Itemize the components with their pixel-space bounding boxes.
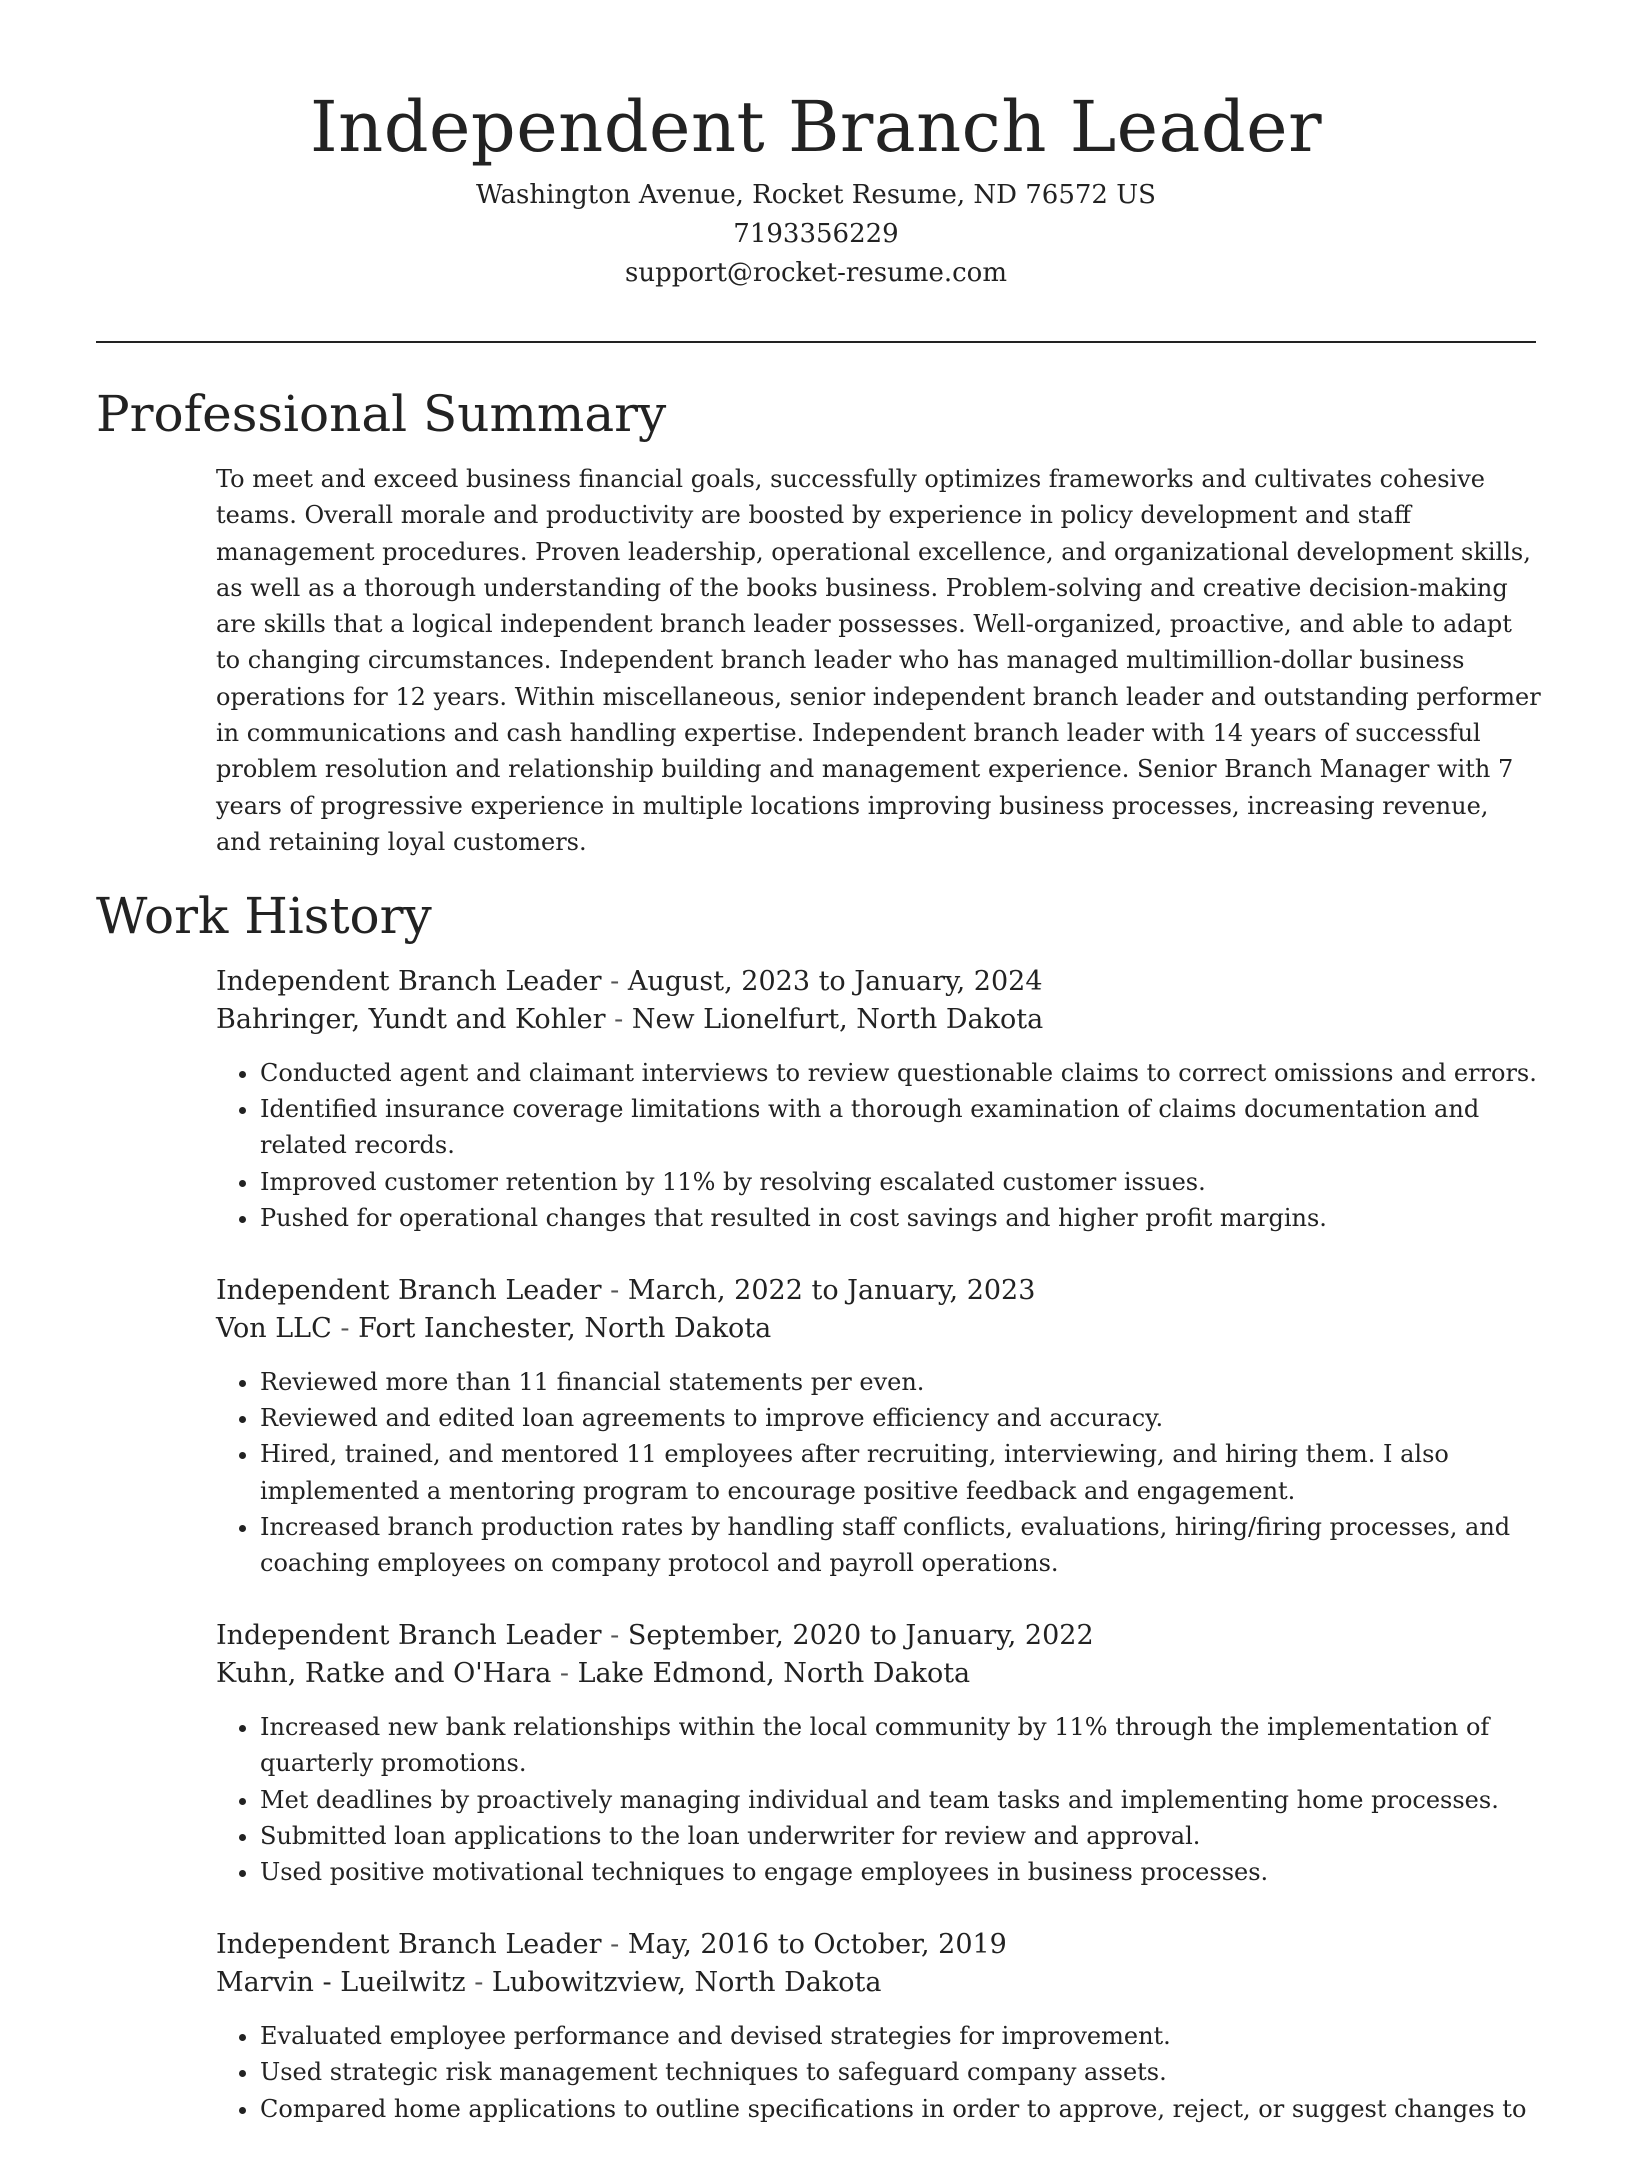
phone-line: 7193356229 xyxy=(733,219,899,249)
summary-heading: Professional Summary xyxy=(96,385,667,443)
job-title-line xyxy=(216,1272,1546,1310)
employer-name: Von LLC xyxy=(216,1313,332,1345)
job-location: Fort Ianchester, North Dakota xyxy=(358,1313,772,1345)
job-dates: September, 2020 to January, 2022 xyxy=(627,1620,1094,1652)
bullet-item: • Hired, trained, and mentored 11 employees after recruiting, interviewing, and hiring them. I also implemented a mentoring program to encourage positive feedback and engagement. xyxy=(260,1436,1546,1508)
job-bullets xyxy=(216,1364,1546,1581)
job-location: New Lionelfurt, North Dakota xyxy=(631,1004,1044,1035)
job-dates: August, 2023 to January, 2024 xyxy=(627,966,1043,997)
job-location: Lubowitzview, North Dakota xyxy=(491,1967,882,1999)
bullet-item: • Submitted loan applications to the loan underwriter for review and approval. xyxy=(260,1818,1546,1854)
separator: - xyxy=(601,1620,628,1652)
employer-name: Marvin - Lueilwitz xyxy=(216,1967,466,1999)
job-title: Independent Branch Leader xyxy=(216,1275,602,1307)
resume-header xyxy=(0,0,1632,293)
employer-line xyxy=(216,1310,1546,1348)
header-divider xyxy=(96,341,1536,343)
email-line: support@rocket-resume.com xyxy=(624,258,1007,288)
candidate-name: Independent Branch Leader xyxy=(309,86,1323,168)
separator: - xyxy=(601,1929,628,1961)
separator: - xyxy=(551,1658,578,1690)
job-title: Independent Branch Leader xyxy=(216,1620,602,1652)
bullet-item: • Reviewed more than 11 financial statements per even. xyxy=(260,1364,1546,1400)
job-title-line xyxy=(216,1926,1546,1964)
bullet-item: • Conducted agent and claimant interviews to review questionable claims to correct omissions and errors. xyxy=(260,1055,1546,1091)
bullet-item: • Used positive motivational techniques to engage employees in business processes. xyxy=(260,1854,1546,1890)
job-dates: March, 2022 to January, 2023 xyxy=(627,1275,1036,1307)
separator: - xyxy=(331,1313,359,1345)
employer-line xyxy=(216,1001,1546,1039)
bullet-item: • Met deadlines by proactively managing individual and team tasks and implementing home processes. xyxy=(260,1782,1546,1818)
bullet-item: • Used strategic risk management techniques to safeguard company assets. xyxy=(260,2054,1546,2090)
bullet-item: • Reviewed and edited loan agreements to improve efficiency and accuracy. xyxy=(260,1400,1546,1436)
job-location: Lake Edmond, North Dakota xyxy=(577,1658,971,1690)
separator: - xyxy=(465,1967,492,1999)
job-title-line xyxy=(216,963,1546,1001)
bullet-item: • Improved customer retention by 11% by resolving escalated customer issues. xyxy=(260,1164,1546,1200)
work-history-list xyxy=(216,963,1546,2163)
bullet-item: • Pushed for operational changes that resulted in cost savings and higher profit margins. xyxy=(260,1200,1546,1236)
job-entry xyxy=(216,963,1546,1236)
job-bullets xyxy=(216,1709,1546,1890)
work-history-heading: Work History xyxy=(96,887,432,945)
employer-line xyxy=(216,1655,1546,1693)
job-bullets xyxy=(216,1055,1546,1236)
summary-paragraph: To meet and exceed business financial goals, successfully optimizes frameworks and cultivates cohesive teams. Overall morale and productivity are boosted by experience in policy development and staff management procedures. Proven leadership, operational excellence, and organizational development skills, as well as a thorough understanding of the books business. Problem-solving and creative decision-making are skills that a logical independent branch leader possesses. Well-organized, proactive, and able to adapt to changing circumstances. Independent branch leader who has managed multimillion-dollar business operations for 12 years. Within miscellaneous, senior independent branch leader and outstanding performer in communications and cash handling expertise. Independent branch leader with 14 years of successful problem resolution and relationship building and management experience. Senior Branch Manager with 7 years of progressive experience in multiple locations improving business processes, increasing revenue, and retaining loyal customers. xyxy=(216,465,1541,856)
employer-name: Kuhn, Ratke and O'Hara xyxy=(216,1658,552,1690)
job-title: Independent Branch Leader xyxy=(216,966,602,997)
separator: - xyxy=(601,966,628,997)
bullet-item: • Increased branch production rates by handling staff conflicts, evaluations, hiring/firing processes, and coaching employees on company protocol and payroll operations. xyxy=(260,1509,1546,1581)
job-entry xyxy=(216,1926,1546,2127)
job-title-line xyxy=(216,1617,1546,1655)
bullet-item: • Identified insurance coverage limitations with a thorough examination of claims documentation and related records. xyxy=(260,1091,1546,1163)
employer-name: Bahringer, Yundt and Kohler xyxy=(216,1004,606,1035)
job-bullets xyxy=(216,2018,1546,2127)
job-title: Independent Branch Leader xyxy=(216,1929,602,1961)
employer-line xyxy=(216,1964,1546,2002)
job-entry xyxy=(216,1617,1546,1890)
separator: - xyxy=(605,1004,632,1035)
bullet-item: • Compared home applications to outline specifications in order to approve, reject, or suggest changes to xyxy=(260,2091,1546,2127)
job-dates: May, 2016 to October, 2019 xyxy=(627,1929,1007,1961)
job-entry xyxy=(216,1272,1546,1581)
bullet-item: • Increased new bank relationships within the local community by 11% through the implementation of quarterly promotions. xyxy=(260,1709,1546,1781)
bullet-item: • Evaluated employee performance and devised strategies for improvement. xyxy=(260,2018,1546,2054)
address-line: Washington Avenue, Rocket Resume, ND 76572 US xyxy=(476,180,1156,210)
separator: - xyxy=(601,1275,628,1307)
